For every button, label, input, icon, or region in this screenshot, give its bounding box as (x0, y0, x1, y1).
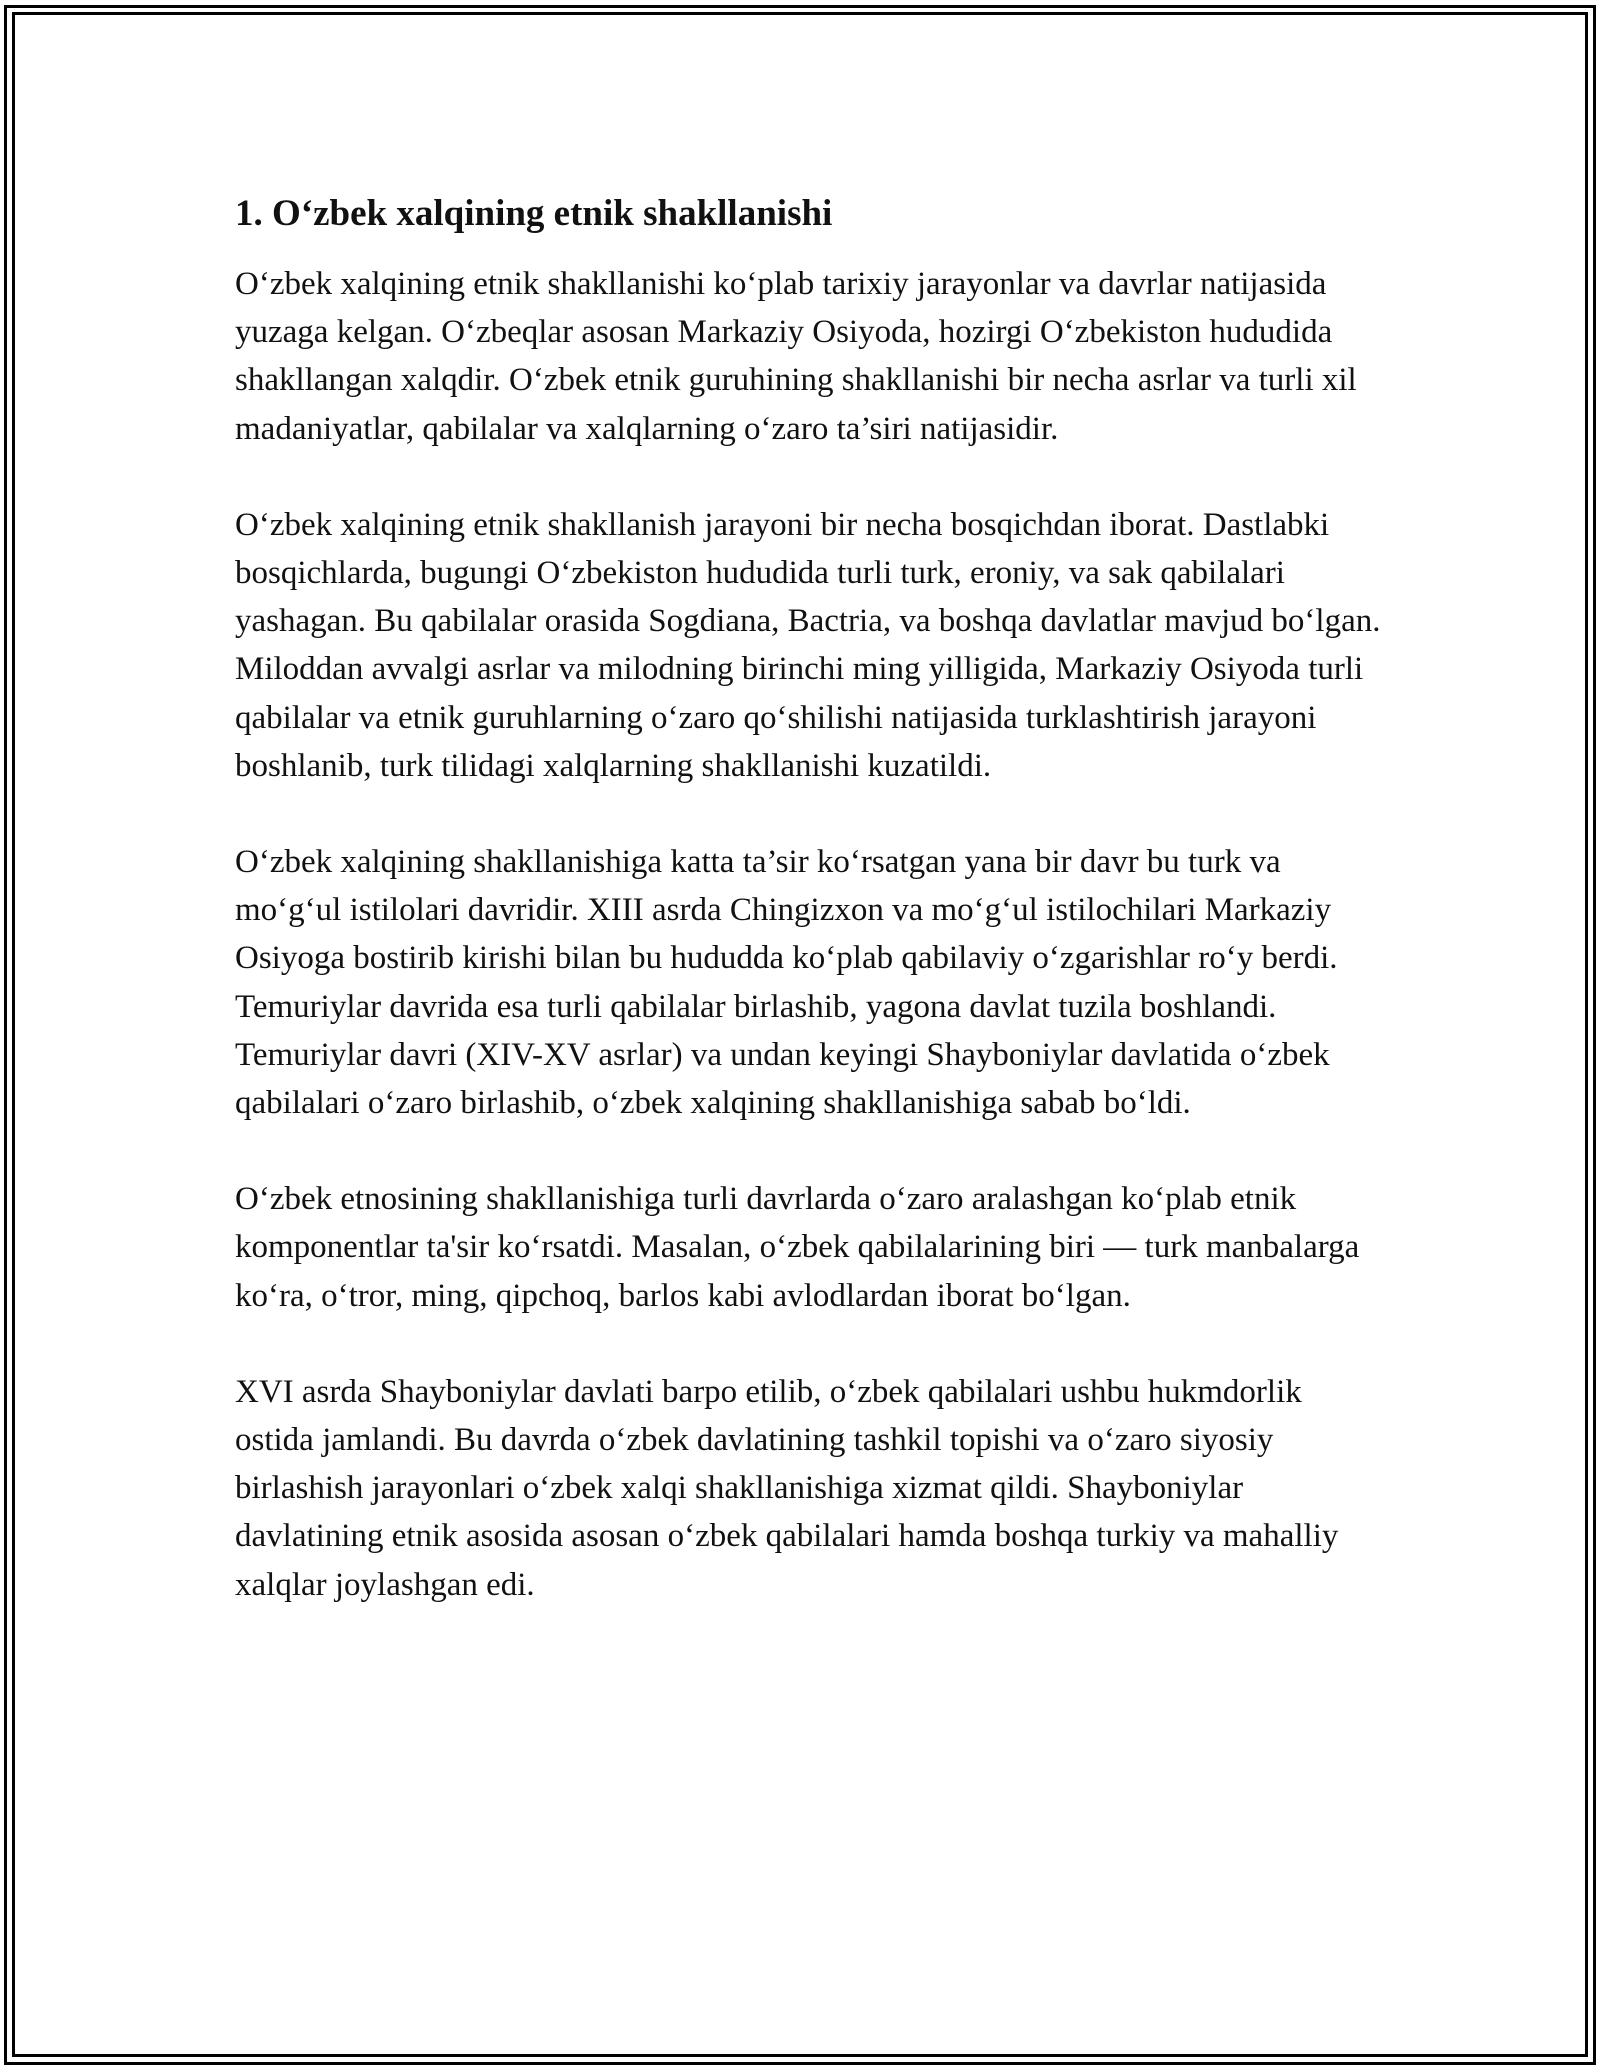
paragraph-1: O‘zbek xalqining etnik shakllanishi ko‘plab tarixiy jarayonlar va davrlar natijasida yuzaga kelgan. O‘zbeqlar asosan Markaziy Osiyoda, hozirgi O‘zbekiston hududida shakllangan xalqdir. O‘zbek etnik guruhining shakllanishi bir necha asrlar va turli xil madaniyatlar, qabilalar va xalqlarning o‘zaro ta’siri natijasidir. (235, 266, 1357, 447)
document-body (235, 190, 1385, 1657)
paragraph-5: XVI asrda Shayboniylar davlati barpo etilib, o‘zbek qabilalari ushbu hukmdorlik ostida jamlandi. Bu davrda o‘zbek davlatining tashkil topishi va o‘zaro siyosiy birlashish jarayonlari o‘zbek xalqi shakllanishiga xizmat qildi. Shayboniylar davlatining etnik asosida asosan o‘zbek qabilalari hamda boshqa turkiy va mahalliy xalqlar joylashgan edi. (235, 1373, 1339, 1603)
section-heading: 1. O‘zbek xalqining etnik shakllanishi (235, 193, 833, 234)
paragraph-2: O‘zbek xalqining etnik shakllanish jarayoni bir necha bosqichdan iborat. Dastlabki bosqichlarda, bugungi O‘zbekiston hududida turli turk, eroniy, va sak qabilalari yashagan. Bu qabilalar orasida Sogdiana, Bactria, va boshqa davlatlar mavjud bo‘lgan. Miloddan avvalgi asrlar va milodning birinchi ming yilligida, Markaziy Osiyoda turli qabilalar va etnik guruhlarning o‘zaro qo‘shilishi natijasida turklashtirish jarayoni boshlanib, turk tilidagi xalqlarning shakllanishi kuzatildi. (235, 506, 1381, 784)
paragraph-4: O‘zbek etnosining shakllanishiga turli davrlarda o‘zaro aralashgan ko‘plab etnik komponentlar ta'sir ko‘rsatdi. Masalan, o‘zbek qabilalarining biri — turk manbalarga ko‘ra, o‘tror, ming, qipchoq, barlos kabi avlodlardan iborat bo‘lgan. (235, 1181, 1360, 1314)
paragraph-3: O‘zbek xalqining shakllanishiga katta ta’sir ko‘rsatgan yana bir davr bu turk va mo‘g‘ul istilolari davridir. XIII asrda Chingizxon va mo‘g‘ul istilochilari Markaziy Osiyoga bostirib kirishi bilan bu hududda ko‘plab qabilaviy o‘zgarishlar ro‘y berdi. Temuriylar davrida esa turli qabilalar birlashib, yagona davlat tuzila boshlandi. Temuriylar davri (XIV-XV asrlar) va undan keyingi Shayboniylar davlatida o‘zbek qabilalari o‘zaro birlashib, o‘zbek xalqining shakllanishiga sabab bo‘ldi. (235, 844, 1338, 1122)
